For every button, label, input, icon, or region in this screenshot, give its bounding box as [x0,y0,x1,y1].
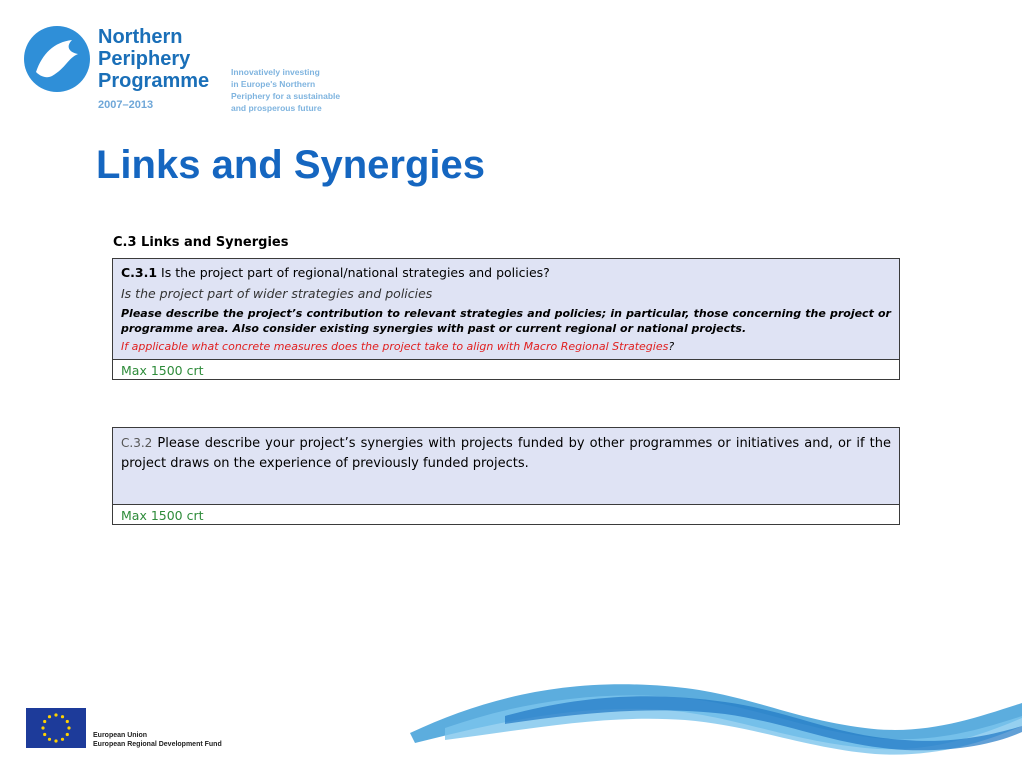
question-c32 [113,428,899,504]
eu-flag-icon [26,708,86,748]
programme-logo [22,24,362,124]
logo-name-line1: Northern [98,26,183,48]
logo-years: 2007–2013 [98,99,154,111]
wave-decoration-icon [405,668,1024,768]
question-c32-code: C.3.2 [121,436,153,450]
question-c31-text: Is the project part of regional/national strategies and policies? [157,265,550,280]
page-title: Links and Synergies [96,143,486,187]
eu-line2: European Regional Development Fund [93,741,222,748]
logo-name-line2: Periphery [98,48,191,70]
red-note-text: If applicable what concrete measures does the project take to align with Macro Regional Strategies [121,340,669,353]
dove-logo-icon [22,24,92,94]
question-c31 [113,259,899,359]
question-c31-main [121,264,891,282]
tagline-line4: and prosperous future [231,103,322,113]
logo-tagline [231,66,340,114]
question-c31-red-note [121,339,891,354]
question-box-c31 [112,258,900,380]
section-heading: C.3 Links and Synergies [113,235,289,250]
eu-fund-label [93,731,222,749]
question-c31-description: Please describe the project’s contribution to relevant strategies and policies; in particular, those concerning the project or programme area. Also consider existing synergies with past or current regional or national projects. [121,307,891,335]
tagline-line2: in Europe's Northern [231,79,316,89]
answer-limit-c31: Max 1500 crt [113,359,899,379]
question-c32-main [121,433,891,499]
logo-name-line3: Programme [98,70,210,92]
tagline-line3: Periphery for a sustainable [231,91,341,101]
tagline-line1: Innovatively investing [231,67,320,77]
eu-line1: European Union [93,732,148,739]
question-c31-code: C.3.1 [121,265,158,280]
answer-limit-c32: Max 1500 crt [113,504,899,524]
red-note-tail: ? [668,340,675,353]
logo-wordmark [98,26,209,92]
question-c32-text: Please describe your project’s synergies with projects funded by other programmes or initiatives and, or if the project draws on the experience of previously funded projects. [121,436,891,471]
question-c31-subquestion: Is the project part of wider strategies and policies [121,286,433,301]
question-box-c32 [112,427,900,525]
